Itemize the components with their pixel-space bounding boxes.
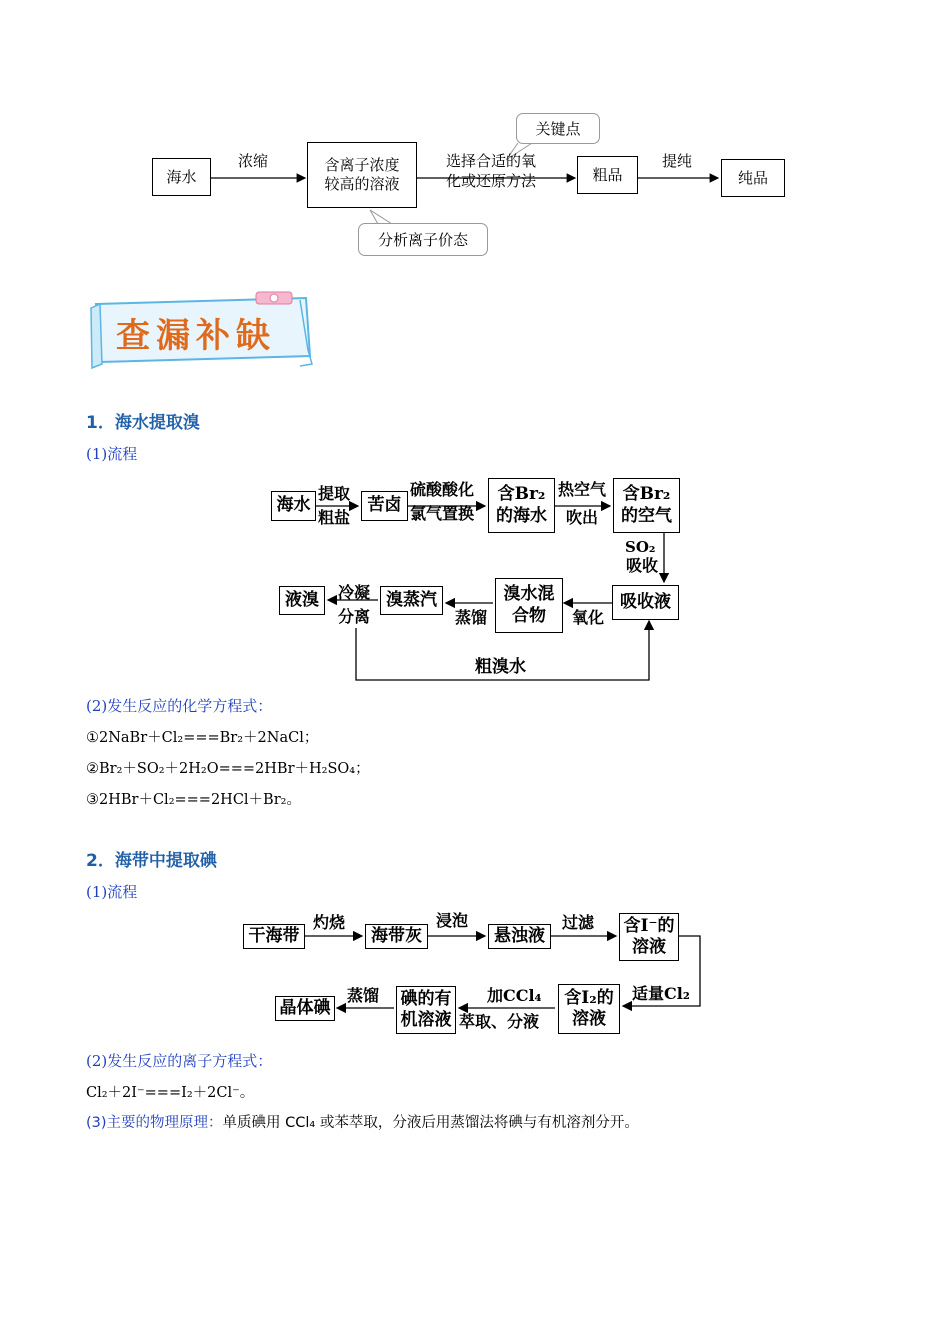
s1-label-distill: 蒸馏: [455, 608, 488, 627]
section1-reaction-title: (2)发生反应的化学方程式：: [86, 697, 273, 715]
node-seawater: 海水: [152, 158, 211, 196]
node-concentrated-line1: 含离子浓度: [324, 156, 400, 175]
s1-label-separate: 分离: [338, 607, 371, 626]
section1-equation-3: ③2HBr＋Cl₂===2HCl＋Br₂。: [86, 792, 301, 808]
s2-node-dry-kelp: 干海带: [243, 924, 305, 949]
s2-node-iodine-l2: 溶液: [572, 1009, 606, 1029]
s1-label-so2: SO₂: [625, 538, 656, 556]
s2-node-organic-iodine: [396, 986, 456, 1034]
s1-node-mix-l1: 溴水混: [503, 584, 555, 605]
clip-icon: [256, 292, 292, 304]
section2-principle-label: (3)主要的物理原理：: [86, 1115, 223, 1131]
node-pure: 纯品: [721, 159, 785, 197]
s2-label-soak: 浸泡: [436, 911, 469, 930]
s2-label-burn: 灼烧: [313, 913, 346, 932]
s1-label-acidify: 硫酸酸化: [410, 480, 475, 499]
label-choose-method-1: 选择合适的氧: [446, 152, 537, 170]
s1-node-brine: 苦卤: [361, 491, 408, 521]
s1-label-crude-bromine-water: 粗溴水: [475, 657, 526, 677]
callout-key-point: 关键点: [516, 113, 600, 144]
s1-label-extract: 提取: [318, 484, 351, 503]
s2-node-suspension: 悬浊液: [488, 924, 551, 949]
section1-heading: 1．海水提取溴: [86, 413, 200, 433]
s1-node-seawater: 海水: [271, 491, 316, 521]
s2-node-iodide-l1: 含I⁻的: [623, 915, 675, 936]
section1-equation-1: ①2NaBr＋Cl₂===Br₂＋2NaCl；: [86, 730, 319, 746]
s1-label-absorb: 吸收: [626, 556, 659, 575]
s2-node-iodine-solution: [558, 984, 620, 1034]
s1-node-liquid-bromine: 液溴: [279, 586, 325, 615]
s2-label-add-ccl4: 加CCl₄: [487, 986, 542, 1005]
section1-equation-2: ②Br₂＋SO₂＋2H₂O===2HBr＋H₂SO₄；: [86, 761, 370, 777]
s1-label-chlorine: 氯气置换: [410, 504, 475, 523]
s2-label-extract-separate: 萃取、分液: [459, 1012, 540, 1031]
s1-node-absorbent: 吸收液: [612, 585, 679, 620]
s2-node-organic-l1: 碘的有: [400, 988, 452, 1009]
s2-label-filter: 过滤: [562, 913, 595, 932]
s1-node-br2-seawater: [488, 478, 555, 533]
label-purify: 提纯: [662, 152, 693, 170]
banner: [86, 290, 314, 370]
s1-node-br2-air-l1: 含Br₂: [622, 484, 671, 505]
s1-node-mix-l2: 合物: [512, 605, 546, 626]
s1-label-condense: 冷凝: [338, 583, 371, 602]
node-crude: 粗品: [577, 156, 638, 194]
node-concentrated-solution: [307, 142, 417, 208]
s2-label-distill: 蒸馏: [347, 986, 380, 1005]
banner-title: 查漏补缺: [116, 316, 276, 356]
section1-flow-title: (1)流程: [86, 445, 138, 463]
s1-node-br2-seawater-l1: 含Br₂: [497, 484, 546, 505]
s1-node-br2-seawater-l2: 的海水: [496, 505, 547, 526]
label-choose-method-2: 化或还原方法: [446, 172, 537, 190]
s2-node-iodide-l2: 溶液: [632, 937, 666, 957]
section2-equation-1: Cl₂＋2I⁻===I₂＋2Cl⁻。: [86, 1085, 255, 1101]
s2-node-iodine-l1: 含I₂的: [564, 987, 614, 1008]
label-concentrate: 浓缩: [238, 152, 269, 170]
s2-node-crystal-iodine: 晶体碘: [275, 996, 335, 1021]
s1-node-br2-air: [613, 478, 680, 533]
s1-label-oxidize: 氧化: [572, 608, 605, 627]
section2-principle: [86, 1111, 639, 1132]
s1-label-blow: 吹出: [566, 508, 599, 527]
callout-analyze-valence: 分析离子价态: [358, 223, 488, 256]
s1-node-bromine-water-mix: [495, 578, 563, 633]
s2-node-kelp-ash: 海带灰: [365, 924, 428, 949]
s1-label-hot-air: 热空气: [558, 480, 607, 499]
s1-node-bromine-vapor: 溴蒸汽: [380, 586, 443, 615]
s2-node-iodide-solution: [619, 913, 679, 961]
section2-reaction-title: (2)发生反应的离子方程式：: [86, 1052, 273, 1070]
s2-label-chlorine: 适量Cl₂: [632, 984, 690, 1003]
s1-label-salt: 粗盐: [318, 508, 351, 527]
section2-principle-text: 单质碘用 CCl₄ 或苯萃取，分液后用蒸馏法将碘与有机溶剂分开。: [222, 1115, 639, 1131]
node-concentrated-line2: 较高的溶液: [324, 175, 400, 193]
section2-heading: 2．海带中提取碘: [86, 851, 217, 871]
section2-flow-title: (1)流程: [86, 883, 138, 901]
s1-node-br2-air-l2: 的空气: [621, 505, 672, 526]
s2-node-organic-l2: 机溶液: [400, 1010, 452, 1030]
